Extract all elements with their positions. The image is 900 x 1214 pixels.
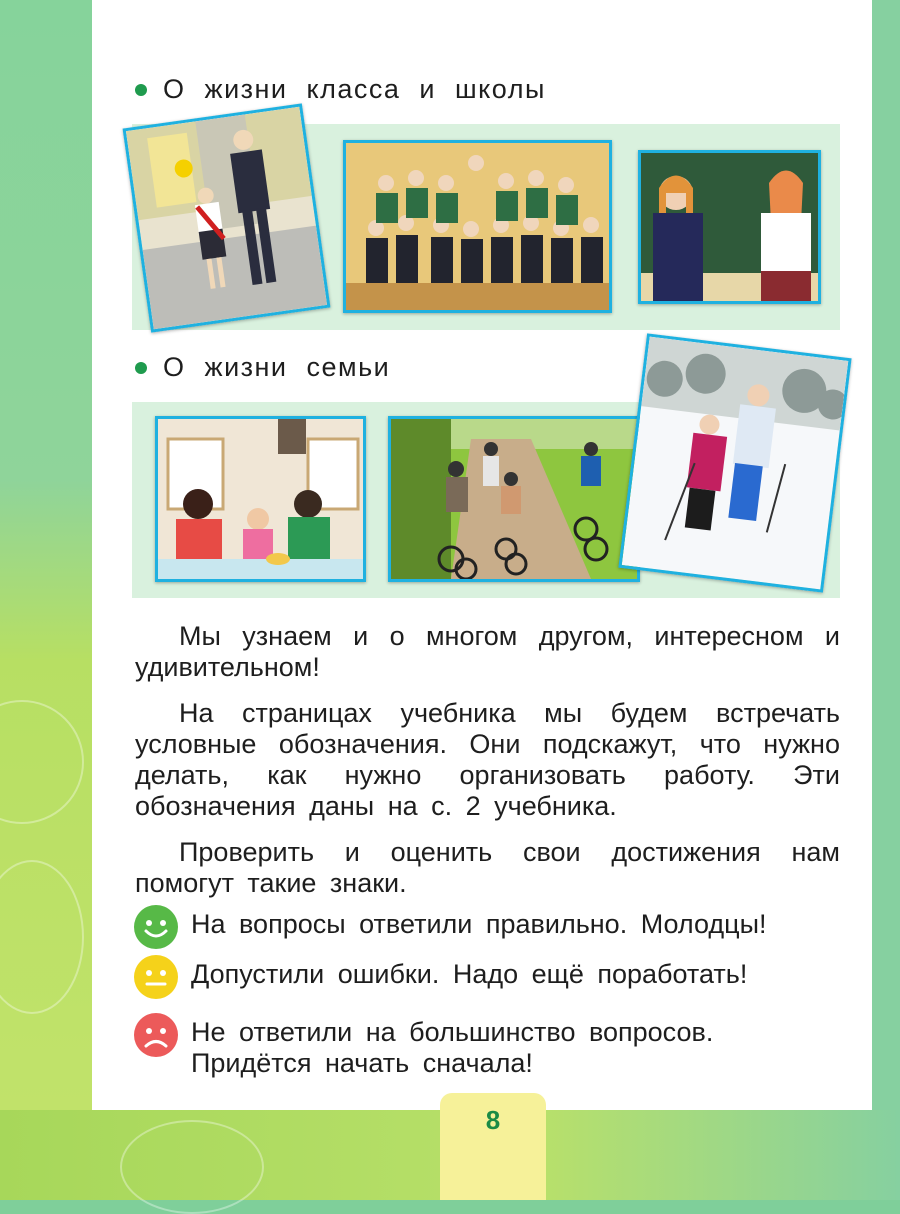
sign-text-correct: На вопросы ответили правильно. Молодцы! [191, 909, 767, 939]
sign-row-correct [133, 904, 767, 950]
photo-skiing [618, 333, 851, 592]
photo-first-day-school [123, 103, 331, 332]
yellow-neutral-face-icon [133, 954, 179, 1000]
section-title-school: О жизни класса и школы [135, 74, 546, 105]
page-background-right [870, 0, 900, 1200]
page-number: 8 [485, 1105, 501, 1135]
photo-family-cycling [388, 416, 640, 582]
paragraph-intro: Мы узнаем и о многом другом, интересном и удивительном! [135, 621, 840, 682]
photo-class-group [343, 140, 612, 313]
paragraph-signs-intro: Проверить и оценить свои достижения нам помогут такие знаки. [135, 837, 840, 898]
paragraph-symbols: На страницах учебника мы будем встречать условные обозначения. Они подскажут, что нужно делать, как нужно организовать работу. Эти обозначения даны на с. 2 учебника. [135, 698, 840, 821]
sign-row-mistakes [133, 954, 747, 1000]
sign-text-start-over: Не ответили на большинство вопросов. Придётся начать сначала! [191, 1017, 714, 1078]
page-background-left [0, 0, 92, 1200]
sign-text-mistakes: Допустили ошибки. Надо ещё поработать! [191, 959, 748, 989]
section-title-family: О жизни семьи [135, 352, 390, 383]
photo-family-at-table [155, 416, 366, 582]
green-smiley-icon [133, 904, 179, 950]
red-sad-face-icon [133, 1012, 179, 1058]
bullet-icon [135, 84, 147, 96]
page-number-box [440, 1093, 546, 1200]
bullet-icon [135, 362, 147, 374]
photo-girls-at-blackboard [638, 150, 821, 304]
sign-row-start-over [133, 1012, 831, 1079]
